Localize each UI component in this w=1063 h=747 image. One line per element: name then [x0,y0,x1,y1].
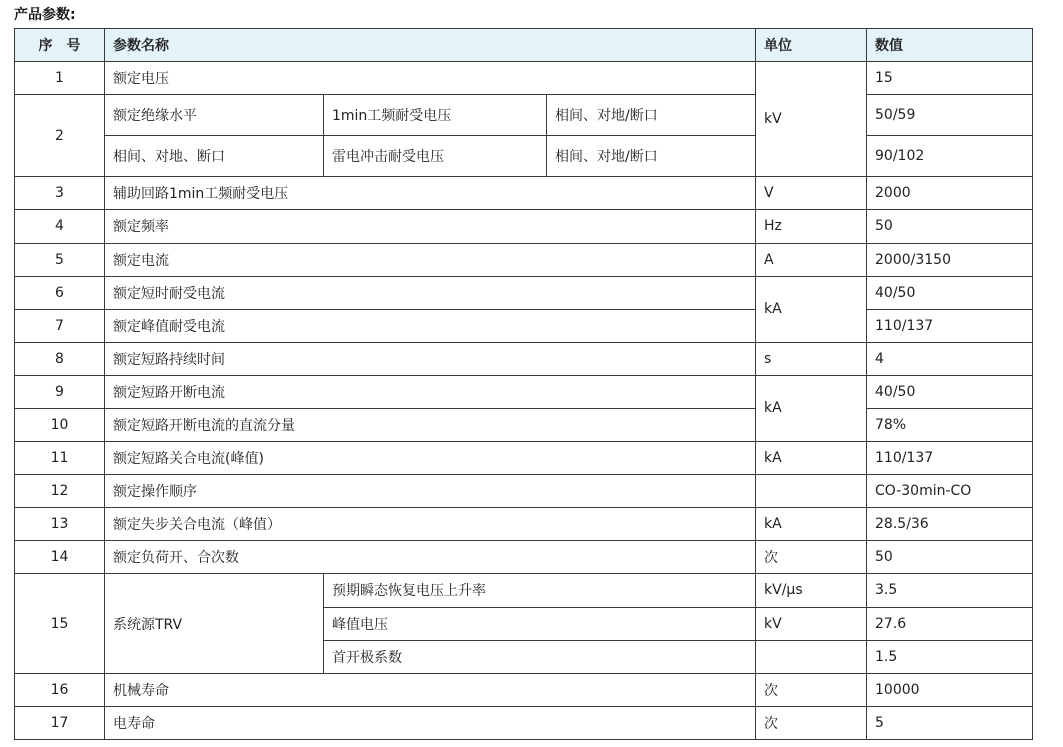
cell-value: 15 [867,62,1033,95]
cell-seq: 12 [15,475,105,508]
cell-unit [756,475,867,508]
cell-name: 额定失步关合电流（峰值） [105,508,756,541]
table-header-row [15,29,1033,62]
cell-unit: kA [756,508,867,541]
cell-name: 辅助回路1min工频耐受电压 [105,177,756,210]
cell-name: 额定短路开断电流 [105,375,756,408]
cell-unit: Hz [756,210,867,243]
cell-seq: 5 [15,243,105,276]
cell-name: 额定短路持续时间 [105,342,756,375]
cell-value: 50 [867,210,1033,243]
cell-subname: 首开极系数 [324,640,756,673]
cell-seq: 4 [15,210,105,243]
cell-seq: 7 [15,309,105,342]
cell-unit: 次 [756,541,867,574]
cell-seq: 3 [15,177,105,210]
page-title: 产品参数: [14,7,76,23]
table-row [15,243,1033,276]
table-row [15,342,1033,375]
table-row [15,309,1033,342]
table-row [15,541,1033,574]
cell-subname-2: 相间、对地/断口 [547,136,756,177]
cell-unit: kV [756,607,867,640]
table-row [15,210,1033,243]
cell-name: 额定频率 [105,210,756,243]
cell-seq: 9 [15,375,105,408]
cell-value: 110/137 [867,309,1033,342]
table-row [15,508,1033,541]
cell-value: 3.5 [867,574,1033,607]
header-value: 数值 [867,29,1033,62]
cell-name: 额定短路开断电流的直流分量 [105,408,756,441]
table-row [15,706,1033,739]
cell-seq: 15 [15,574,105,673]
cell-name: 机械寿命 [105,673,756,706]
cell-unit: s [756,342,867,375]
cell-subname: 雷电冲击耐受电压 [324,136,547,177]
header-name: 参数名称 [105,29,756,62]
table-row [15,177,1033,210]
header-unit: 单位 [756,29,867,62]
table-row [15,574,1033,607]
cell-unit: V [756,177,867,210]
cell-seq: 14 [15,541,105,574]
cell-subname: 1min工频耐受电压 [324,95,547,136]
cell-value: 40/50 [867,276,1033,309]
cell-unit: kV/μs [756,574,867,607]
cell-seq: 16 [15,673,105,706]
cell-name: 系统源TRV [105,574,324,673]
cell-unit: kA [756,276,867,342]
table-row [15,442,1033,475]
cell-seq: 10 [15,408,105,441]
cell-value: 50 [867,541,1033,574]
table-row [15,95,1033,136]
cell-value: 27.6 [867,607,1033,640]
table-row [15,375,1033,408]
cell-name: 额定操作顺序 [105,475,756,508]
cell-name: 额定电压 [105,62,756,95]
table-row [15,408,1033,441]
cell-seq: 2 [15,95,105,177]
cell-value: 90/102 [867,136,1033,177]
cell-seq: 6 [15,276,105,309]
cell-value: 78% [867,408,1033,441]
product-parameters-table [14,28,1033,740]
header-seq: 序 号 [15,29,105,62]
cell-name: 额定负荷开、合次数 [105,541,756,574]
cell-seq: 17 [15,706,105,739]
cell-seq: 8 [15,342,105,375]
cell-unit: kV [756,62,867,177]
cell-name: 额定短路关合电流(峰值) [105,442,756,475]
cell-value: 40/50 [867,375,1033,408]
cell-unit: kA [756,442,867,475]
cell-value: 10000 [867,673,1033,706]
cell-seq: 13 [15,508,105,541]
table-row [15,62,1033,95]
cell-name: 额定短时耐受电流 [105,276,756,309]
cell-name: 额定绝缘水平 [105,95,324,136]
cell-unit: 次 [756,706,867,739]
cell-value: 28.5/36 [867,508,1033,541]
cell-subname: 峰值电压 [324,607,756,640]
cell-subname: 预期瞬态恢复电压上升率 [324,574,756,607]
cell-value: 110/137 [867,442,1033,475]
table-row [15,136,1033,177]
table-row [15,475,1033,508]
cell-seq: 11 [15,442,105,475]
cell-value: CO-30min-CO [867,475,1033,508]
cell-name: 额定峰值耐受电流 [105,309,756,342]
cell-value: 5 [867,706,1033,739]
cell-value: 1.5 [867,640,1033,673]
cell-value: 50/59 [867,95,1033,136]
cell-unit: kA [756,375,867,441]
cell-subname-2: 相间、对地/断口 [547,95,756,136]
cell-value: 2000/3150 [867,243,1033,276]
cell-unit: 次 [756,673,867,706]
table-row [15,673,1033,706]
cell-name: 额定电流 [105,243,756,276]
cell-unit [756,640,867,673]
cell-value: 4 [867,342,1033,375]
cell-seq: 1 [15,62,105,95]
cell-name: 相间、对地、断口 [105,136,324,177]
table-row [15,276,1033,309]
cell-name: 电寿命 [105,706,756,739]
cell-unit: A [756,243,867,276]
cell-value: 2000 [867,177,1033,210]
